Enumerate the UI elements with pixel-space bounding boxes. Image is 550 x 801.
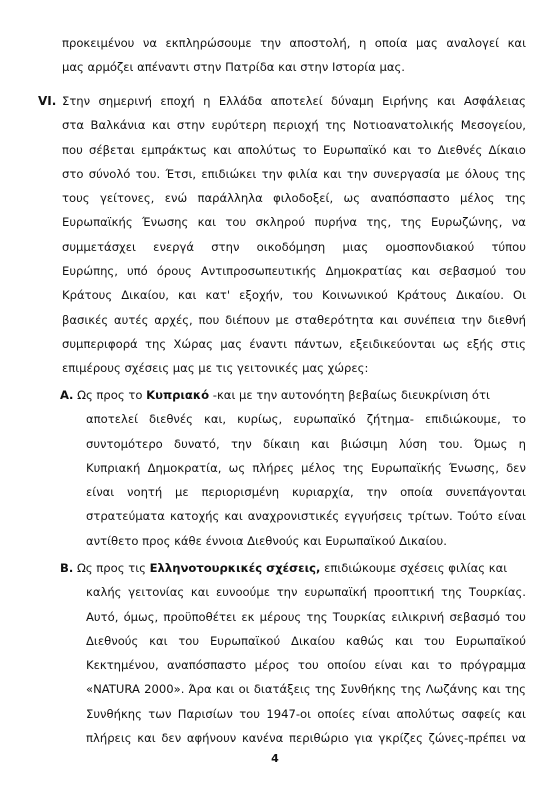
text-line: στρατεύματα κατοχής και αναχρονιστικές εγγυήσεις τρίτων. Τούτο είναι [86, 509, 526, 524]
text-line: Συνθήκης των Παρισίων του 1947-οι οποίες είναι απολύτως σαφείς και [86, 706, 526, 721]
text-line: αποτελεί διεθνές και, κυρίως, ευρωπαϊκό ζήτημα- επιδιώκουμε, το [86, 412, 526, 427]
text-line: Αυτό, όμως, προϋποθέτει εκ μέρους της Τουρκίας ειλικρινή σεβασμό του [86, 609, 526, 624]
text-line: πλήρεις και δεν αφήνουν κανένα περιθώριο για γκρίζες ζώνες-πρέπει να [86, 731, 526, 746]
subsection-first-line-rest: επιδιώκουμε σχέσεις φιλίας και [324, 561, 508, 575]
text-line: αντίθετο προς κάθε έννοια Διεθνούς και Ευρωπαϊκού Δικαίου. [86, 533, 447, 548]
text-line: συμμετάσχει ενεργά στην οικοδόμηση μιας ομοσπονδιακού τύπου [62, 239, 526, 254]
text-line: Στην σημερινή εποχή η Ελλάδα αποτελεί δύναμη Ειρήνης και Ασφάλειας [62, 94, 526, 108]
text-line: βασικές αυτές αρχές, που διέπουν με σταθερότητα και συνέπεια την διεθνή [62, 312, 526, 327]
text-line: Ευρωπαϊκής Ένωσης και του σκληρού πυρήνα της, της Ευρωζώνης, να [62, 215, 526, 230]
section-number: VI. [38, 94, 57, 108]
text-line: «NATURA 2000». Άρα και οι διατάξεις της Συνθήκης της Λωζάνης και της [86, 682, 526, 697]
text-line: στο σύνολό του. Έτσι, επιδιώκει την φιλία και την συνεργασία με όλους της [62, 166, 526, 181]
text-line [60, 383, 526, 407]
text-line: μας αρμόζει απέναντι στην Πατρίδα και στην Ιστορία μας. [62, 60, 405, 75]
text-line: που σέβεται εμπράκτως και απολύτως το Ευρωπαϊκό και το Διεθνές Δίκαιο [62, 142, 526, 157]
text-line: προκειμένου να εκπληρώσουμε την αποστολή, η οποία μας αναλογεί και [62, 36, 526, 50]
text-line [60, 556, 526, 580]
text-line: είναι νοητή με περιορισμένη κυριαρχία, την οποία συνεπάγονται [86, 485, 526, 500]
section-vi-paragraph [62, 89, 526, 381]
subsection-b-paragraph [60, 556, 526, 750]
subsection-marker: Β. [60, 561, 74, 575]
text-line: καλής γειτονίας και ευνοούμε την ευρωπαϊκή προοπτική της Τουρκίας. [86, 585, 526, 600]
text-line: Ευρώπης, υπό όρους Αντιπροσωπευτικής Δημοκρατίας και σεβασμού του [62, 264, 526, 279]
subsection-lead: Ως προς τις [76, 561, 146, 575]
text-line: συντομότερο δυνατό, την δίκαιη και βιώσιμη λύση του. Όμως η [86, 436, 526, 451]
page-number: 4 [271, 752, 279, 765]
subsection-keyword: Ελληνοτουρκικές σχέσεις, [149, 561, 321, 575]
text-line: Κράτους Δικαίου, και κατ' εξοχήν, του Κοινωνικού Κράτους Δικαίου. Οι [62, 288, 526, 303]
subsection-lead: Ως προς το [77, 388, 143, 402]
text-line: επιμέρους σχέσεις μας με τις γειτονικές μας χώρες: [62, 361, 369, 376]
text-line: Κεκτημένου, αναπόσπαστο μέρος του οποίου είναι και το πρόγραμμα [86, 658, 526, 673]
text-line: Κυπριακή Δημοκρατία, ως πλήρες μέλος της Ευρωπαϊκής Ένωσης, δεν [86, 460, 526, 475]
subsection-a-paragraph [60, 383, 526, 553]
text-line: στα Βαλκάνια και στην ευρύτερη περιοχή της Νοτιοανατολικής Μεσογείου, [62, 118, 526, 133]
subsection-keyword: Κυπριακό [146, 388, 210, 402]
text-line: τους γείτονες, ενώ παράλληλα φιλοδοξεί, ως αναπόσπαστο μέλος της [62, 191, 526, 206]
text-line: Διεθνούς και του Ευρωπαϊκού Δικαίου καθώς και του Ευρωπαϊκού [86, 633, 526, 648]
text-line: συμπεριφορά της Χώρας μας έναντι πάντων, εξειδικεύονται ως εξής στις [62, 336, 526, 351]
intro-paragraph [62, 31, 526, 80]
subsection-marker: Α. [60, 388, 74, 402]
subsection-first-line-rest: -και με την αυτονόητη βεβαίως διευκρίνιση ότι [212, 388, 490, 402]
